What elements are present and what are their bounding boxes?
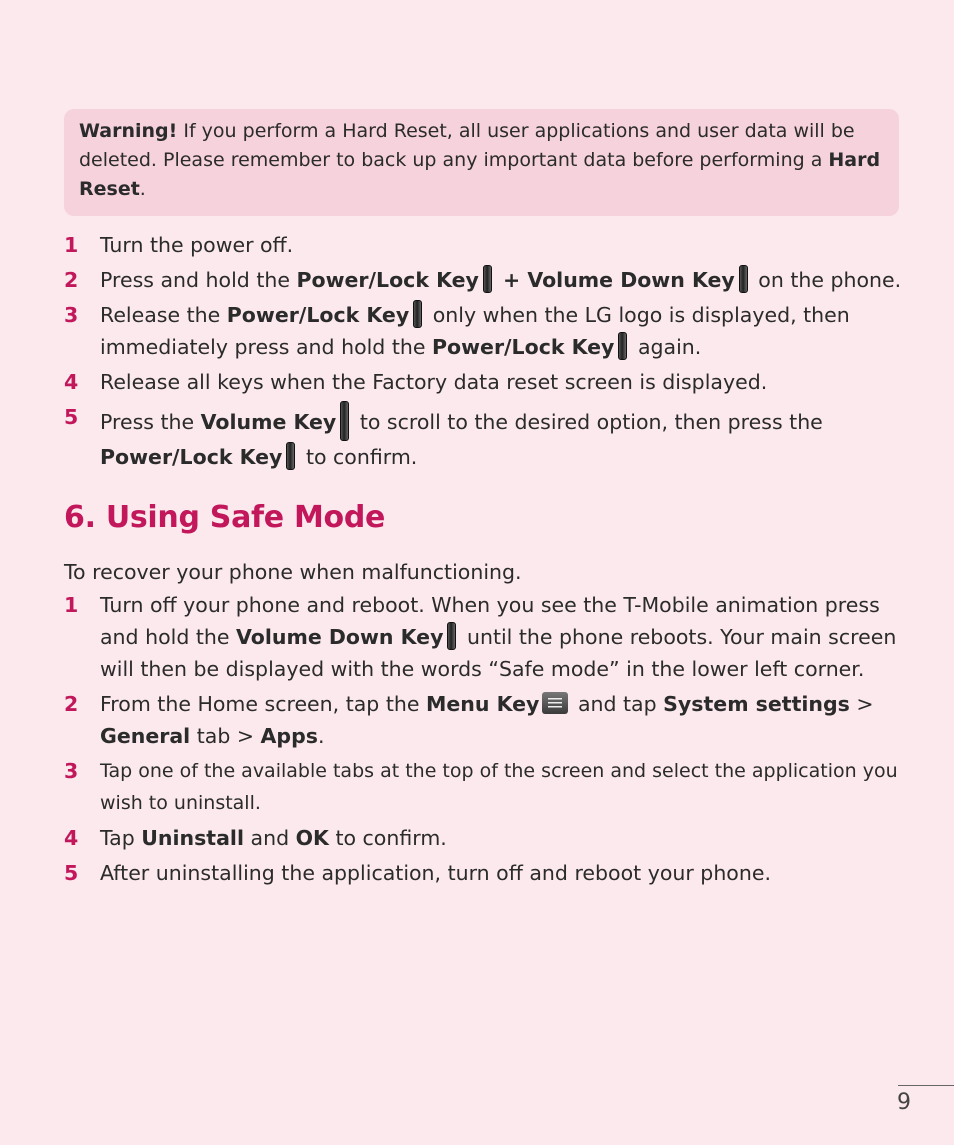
power-lock-key-label: Power/Lock Key bbox=[432, 335, 615, 359]
step-text: > bbox=[849, 692, 874, 716]
step-text: until the phone reboots. Your main screen will then be displayed with the words “Safe mode” in the lower left corner. bbox=[100, 625, 897, 681]
list-item bbox=[64, 229, 904, 261]
general-tab-label: General bbox=[100, 724, 191, 748]
step-text: on the phone. bbox=[751, 268, 902, 292]
step-number: 2 bbox=[64, 692, 79, 716]
warning-text: If you perform a Hard Reset, all user applications and user data will be deleted. Please remember to back up any important data before performing a bbox=[79, 120, 855, 171]
side-key-icon bbox=[447, 622, 456, 650]
step-text: After uninstalling the application, turn off and reboot your phone. bbox=[100, 861, 771, 885]
volume-down-key-label: + Volume Down Key bbox=[495, 268, 735, 292]
step-text: to confirm. bbox=[328, 826, 447, 850]
uninstall-label: Uninstall bbox=[141, 826, 244, 850]
step-number: 1 bbox=[64, 593, 79, 617]
step-number: 3 bbox=[64, 303, 79, 327]
side-key-icon bbox=[483, 265, 492, 293]
step-number: 3 bbox=[64, 759, 79, 783]
warning-label: Warning! bbox=[79, 120, 178, 142]
list-item bbox=[64, 401, 904, 473]
menu-key-icon bbox=[542, 692, 568, 714]
power-lock-key-label: Power/Lock Key bbox=[296, 268, 479, 292]
step-text: to confirm. bbox=[299, 445, 418, 469]
side-key-icon bbox=[618, 332, 627, 360]
footer-divider bbox=[898, 1085, 954, 1086]
volume-down-key-label: Volume Down Key bbox=[236, 625, 444, 649]
safe-mode-steps bbox=[64, 589, 904, 892]
list-item bbox=[64, 264, 904, 296]
step-text: Tap one of the available tabs at the top of the screen and select the application you wish to uninstall. bbox=[100, 760, 898, 814]
step-text: Turn the power off. bbox=[100, 233, 294, 257]
step-number: 5 bbox=[64, 405, 79, 429]
list-item bbox=[64, 589, 904, 685]
step-text: again. bbox=[631, 335, 702, 359]
step-text: Tap bbox=[100, 826, 142, 850]
step-text: Release all keys when the Factory data reset screen is displayed. bbox=[100, 370, 768, 394]
step-text: Press the bbox=[100, 410, 201, 434]
step-text: Release the bbox=[100, 303, 227, 327]
step-text: Press and hold the bbox=[100, 268, 297, 292]
side-key-icon bbox=[739, 265, 748, 293]
list-item bbox=[64, 688, 904, 752]
menu-key-label: Menu Key bbox=[426, 692, 540, 716]
step-text: and bbox=[244, 826, 296, 850]
power-lock-key-label: Power/Lock Key bbox=[100, 445, 283, 469]
step-number: 4 bbox=[64, 370, 79, 394]
power-lock-key-label: Power/Lock Key bbox=[226, 303, 410, 327]
side-key-icon bbox=[340, 401, 349, 441]
step-text: only when the LG logo is displayed, then immediately press and hold the bbox=[100, 303, 850, 359]
side-key-icon bbox=[286, 442, 295, 470]
apps-label: Apps bbox=[260, 724, 318, 748]
step-text: Turn off your phone and reboot. When you see the T-Mobile animation press and hold the bbox=[100, 593, 880, 649]
warning-emph: Hard Reset bbox=[79, 149, 881, 200]
list-item bbox=[64, 822, 904, 854]
system-settings-label: System settings bbox=[663, 692, 850, 716]
list-item bbox=[64, 299, 904, 363]
step-number: 2 bbox=[64, 268, 79, 292]
hard-reset-steps bbox=[64, 229, 904, 476]
step-number: 4 bbox=[64, 826, 79, 850]
warning-box bbox=[64, 109, 899, 216]
step-text: tab > bbox=[190, 724, 261, 748]
warning-end: . bbox=[139, 178, 146, 200]
section-intro: To recover your phone when malfunctioning. bbox=[64, 560, 522, 584]
list-item bbox=[64, 755, 904, 819]
list-item bbox=[64, 857, 904, 889]
page-number: 9 bbox=[897, 1090, 911, 1115]
step-text: and tap bbox=[571, 692, 664, 716]
step-number: 1 bbox=[64, 233, 79, 257]
step-text: From the Home screen, tap the bbox=[100, 692, 426, 716]
list-item bbox=[64, 366, 904, 398]
step-number: 5 bbox=[64, 861, 79, 885]
volume-key-label: Volume Key bbox=[200, 410, 337, 434]
side-key-icon bbox=[413, 300, 422, 328]
step-text: . bbox=[317, 724, 325, 748]
section-title: 6. Using Safe Mode bbox=[64, 500, 386, 535]
step-text: to scroll to the desired option, then press the bbox=[353, 410, 823, 434]
ok-label: OK bbox=[295, 826, 329, 850]
